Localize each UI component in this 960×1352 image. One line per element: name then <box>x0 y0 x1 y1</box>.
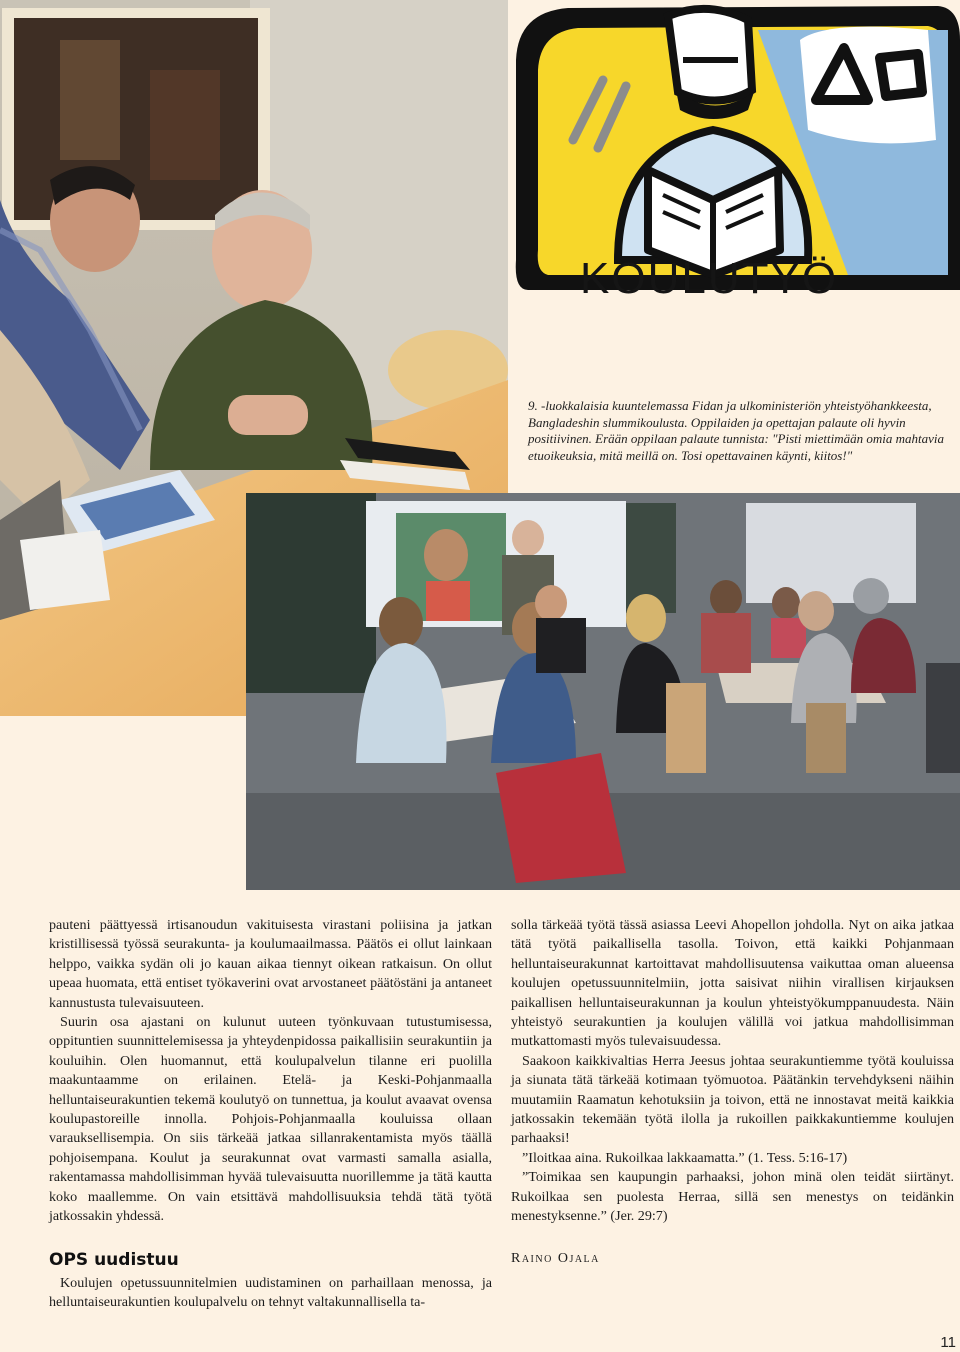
article-author: Raino Ojala <box>511 1250 600 1266</box>
teacher-reading-book-icon <box>508 0 960 380</box>
article-paragraph: pauteni päättyessä irtisanoudun vakituisesta virastani poliisina ja jatkan kristillisessä työssä seurakunta- ja koulumaailmassa. Päätös ei ollut lainkaan helppo, vaikka sydän oli jo kauan aikaa tiennyt oikean ratkaisun. On ollut upeaa huomata, että entiset työkaverini ovat arvostaneet päätöstäni ja antaneet kannustusta tulevaisuuteen. <box>49 917 492 1011</box>
article-column-left <box>49 916 492 1312</box>
bible-quote: ”Iloitkaa aina. Rukoilkaa lakkaamatta.” (1. Tess. 5:16-17) <box>522 1149 848 1166</box>
classroom-photo-illustration <box>246 493 960 890</box>
section-title: KOULUTYÖ <box>580 254 839 303</box>
photo-classroom <box>246 493 960 890</box>
photo-caption: 9. -luokkalaisia kuuntelemassa Fidan ja ulkoministeriön yhteistyöhankkeesta, Bangladeshin slummikoulusta. Oppilaiden ja opettajan palaute oli hyvin positiivinen. Erään oppilaan palaute tunnista: "Pisti miettimään omia mahtavia etuoikeuksia, mitä meillä on. Tosi opettavainen käynti, kiitos!" <box>528 398 945 463</box>
article-subheading: OPS uudistuu <box>49 1249 179 1270</box>
article-paragraph: Saakoon kaikkivaltias Herra Jeesus johtaa seurakuntiemme työtä kouluissa ja siunata tätä tärkeää kotimaan työmuotoa. Päätänkin tervehdykseni näihin muutamiin Raamatun kehotuksiin ja toivon, että ne innostavat meitä kaikkia jatkossakin tekemään työtä ilolla ja rukoillen paikkakuntiemme koulujen parhaaksi! <box>511 1052 954 1147</box>
article-paragraph: Suurin osa ajastani on kulunut uuteen työnkuvaan tutustumisessa, oppituntien suunnittelemisessa ja yhteydenpidossa paikallisiin seurakuntiin ja kouluihin. Olen huomannut, että koulupalvelun tilanne eri puolilla maakuntaamme on erilainen. Etelä- ja Keski-Pohjanmaalla helluntaiseurakuntien tekemä koulutyö on tunnettua, ja koulut avaavat ovensa koulupastoreille innolla. Pohjois-Pohjanmaalla kouluissa ollaan varauksellisempia. On siis tärkeää jatkaa sillanrakentamista myös täällä pohjoisempana. Koulut ja seurakunnat ovat varmasti samalla asialla, rakentamassa mahdollisimman hyvää tulevaisuutta nuorillemme ja tätä kautta koko maallemme. On vain etsittävä mahdollisuuksia tehdä tätä työtä jatkossakin yhdessä. <box>49 1014 492 1225</box>
article-paragraph: Koulujen opetussuunnitelmien uudistaminen on parhaillaan menossa, ja helluntaiseurakuntien koulupalvelu on tehnyt valtakunnallisella ta- <box>49 1274 492 1310</box>
page-number: 11 <box>940 1334 956 1351</box>
article-column-right <box>511 916 954 1268</box>
article-paragraph: solla tärkeää työtä tässä asiassa Leevi Ahopellon johdolla. Nyt on aika jatkaa tätä työtä paikallisella tasolla. Toivon, että kaikki Pohjanmaan helluntaiseurakunnat kartoittavat mahdollisuutensa vaikuttaa oman alueensa koulujen opetussuunnitelmiin, jotta saisivat niihin virallisen kirjauksen paikallisen helluntaiseurakunnan ja koulun yhteistyökumppanuudesta. Näin yhteistyö seurakuntien ja koulujen välillä voi jatkua mahdollisimman mutkattomasti myös tulevaisuudessa. <box>511 917 954 1050</box>
koulutyo-logo-illustration <box>508 0 960 380</box>
bible-quote: ”Toimikaa sen kaupungin parhaaksi, johon minä olen teidät siirtänyt. Rukoilkaa sen puolesta Herraa, sillä sen menestys on teidänkin menestyksenne.” (Jer. 29:7) <box>511 1169 954 1225</box>
